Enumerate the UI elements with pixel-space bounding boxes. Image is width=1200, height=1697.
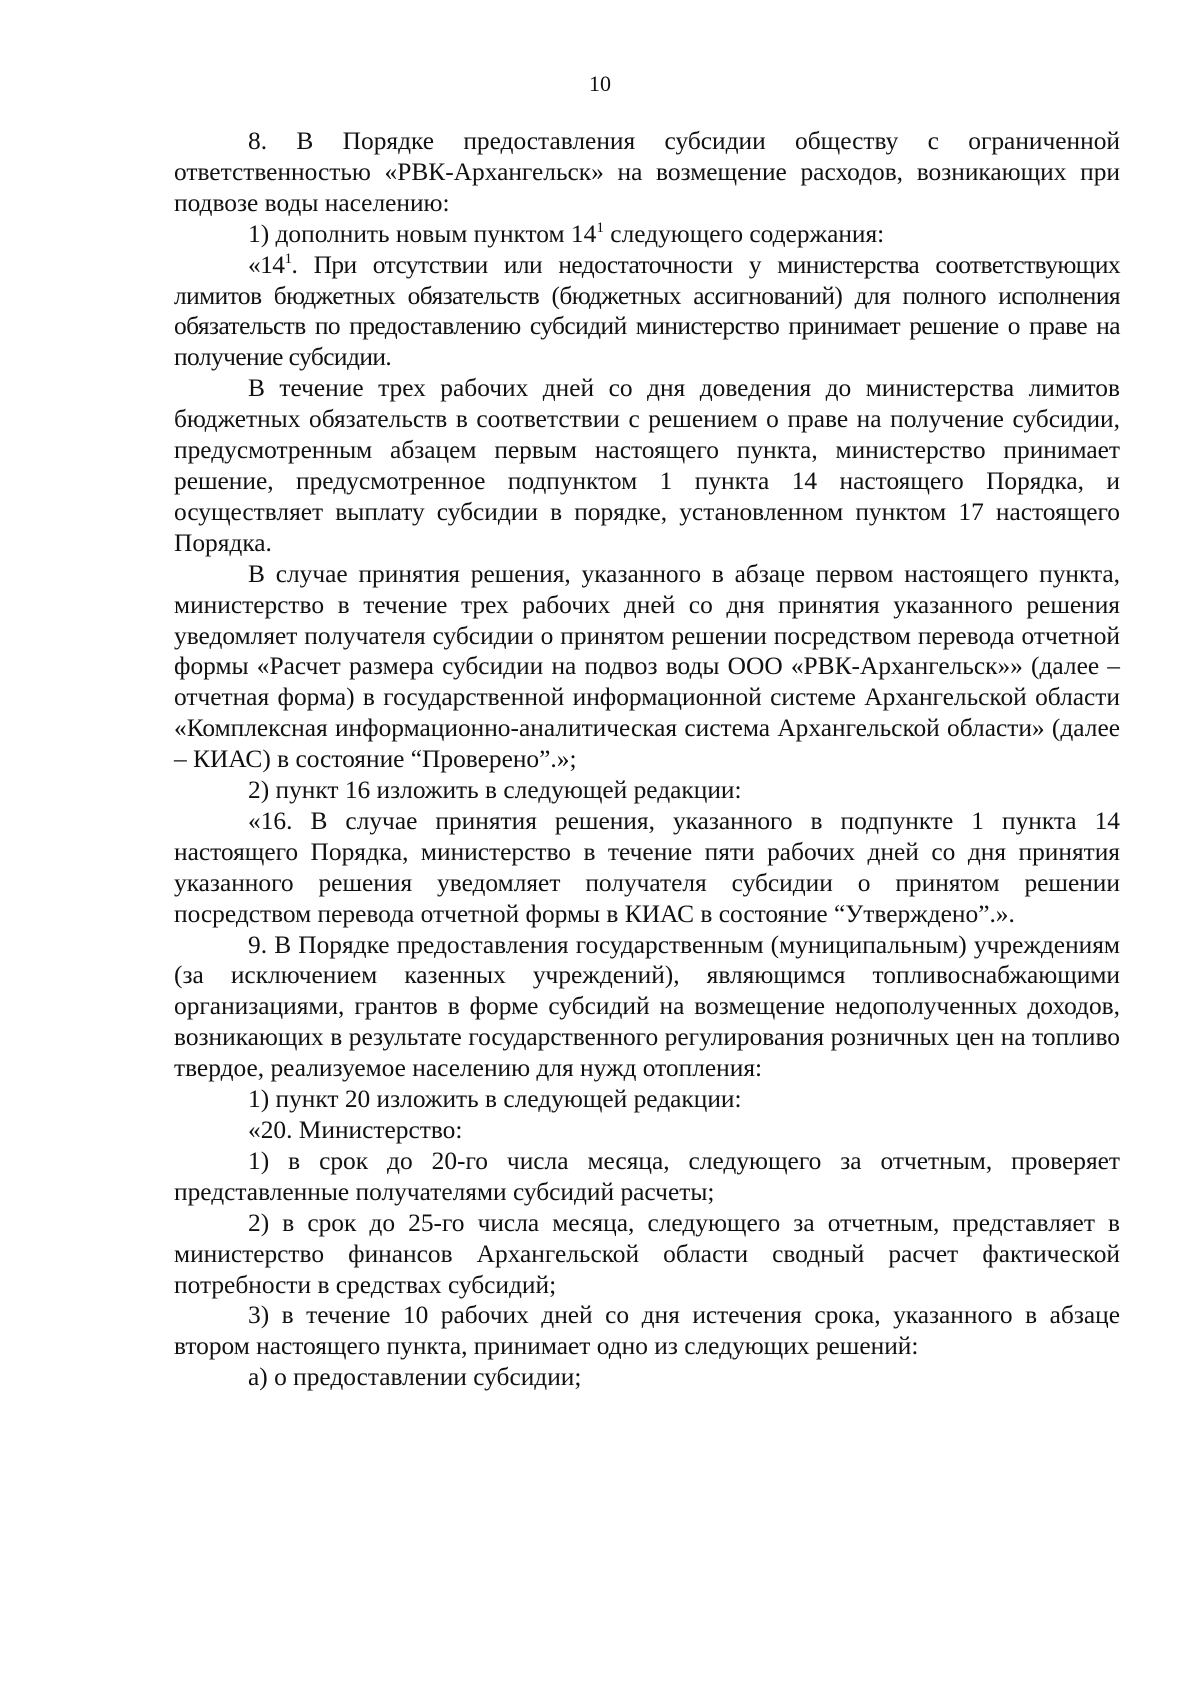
paragraph-clause-14-1-second: В течение трех рабочих дней со дня доведения до министерства лимитов бюджетных обязательств в соответствии с решением о праве на получение субсидии, предусмотренным абзацем первым настоящего пункта, министерство принимает решение, предусмотренное подпунктом 1 пункта 14 настоящего Порядка, и осуществляет выплату субсидии в порядке, установленном пунктом 17 настоящего Порядка. — [174, 374, 1120, 557]
paragraph-clause-20-2: 2) в срок до 25-го числа месяца, следующего за отчетным, представляет в министерство финансов Архангельской области сводный расчет фактической потребности в средствах субсидий; — [174, 1208, 1120, 1299]
paragraph-clause-14-1-third: В случае принятия решения, указанного в абзаце первом настоящего пункта, министерство в течение трех рабочих дней со дня принятия указанного решения уведомляет получателя субсидии о принятом решении посредством перевода отчетной формы «Расчет размера субсидии на подвоз воды ООО «РВК-Архангельск»» (далее – отчетная форма) в государственной информационной системе Архангельской области «Комплексная информационно-аналитическая система Архангельской области» (далее – КИАС) в состояние “Проверено”.»; — [174, 559, 1120, 774]
document-body — [174, 126, 1120, 1393]
paragraph-subitem-2: 2) пункт 16 изложить в следующей редакции: — [248, 776, 742, 805]
clause-14-1-text: . При отсутствии или недостаточности у министерства соответствующих лимитов бюджетных обязательств (бюджетных ассигнований) для полного исполнения обязательств по предоставлению субсидий министерство принимает решение о праве на получение субсидии. — [174, 250, 1120, 372]
paragraph-subitem-1 — [174, 219, 1120, 250]
clause-14-1-start: «14 — [248, 250, 285, 279]
page-number: 10 — [589, 71, 611, 96]
subitem-1-tail: следующего содержания: — [603, 219, 885, 248]
paragraph-clause-20-3a: а) о предоставлении субсидии; — [248, 1363, 582, 1392]
paragraph-clause-20: «20. Министерство: — [248, 1116, 463, 1144]
subitem-1-text: 1) дополнить новым пунктом 14 — [248, 219, 597, 248]
paragraph-subitem-1-b: 1) пункт 20 изложить в следующей редакции: — [248, 1085, 742, 1114]
paragraph-clause-14-1 — [174, 250, 1120, 374]
superscript: 1 — [596, 218, 604, 236]
paragraph-clause-20-1: 1) в срок до 20-го числа месяца, следующего за отчетным, проверяет представленные получателями субсидий расчеты; — [174, 1146, 1120, 1206]
paragraph-item-8: 8. В Порядке предоставления субсидии обществу с ограниченной ответственностью «РВК-Архангельск» на возмещение расходов, возникающих при подвозе воды населению: — [174, 127, 1120, 217]
paragraph-item-9: 9. В Порядке предоставления государственным (муниципальным) учреждениям (за исключением казенных учреждений), являющимся топливоснабжающими организациями, грантов в форме субсидий на возмещение недополученных доходов, возникающих в результате государственного регулирования розничных цен на топливо твердое, реализуемое населению для нужд отопления: — [174, 930, 1120, 1083]
paragraph-clause-20-3: 3) в течение 10 рабочих дней со дня истечения срока, указанного в абзаце втором настоящего пункта, принимает одно из следующих решений: — [174, 1301, 1120, 1361]
paragraph-clause-16: «16. В случае принятия решения, указанного в подпункте 1 пункта 14 настоящего Порядка, министерство в течение пяти рабочих дней со дня принятия указанного решения уведомляет получателя субсидии о принятом решении посредством перевода отчетной формы в КИАС в состояние “Утверждено”.». — [174, 806, 1120, 928]
superscript: 1 — [284, 249, 292, 267]
